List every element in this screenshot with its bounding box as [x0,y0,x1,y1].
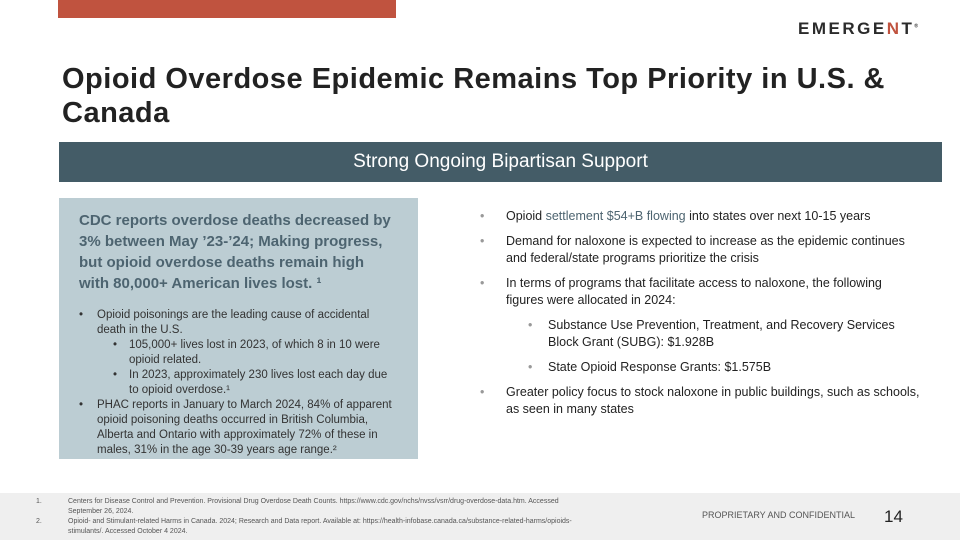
list-item: • In 2023, approximately 230 lives lost each day due to opioid overdose.¹ [79,368,398,398]
cdc-bullets [79,308,398,458]
support-bullets [480,208,920,426]
highlight-text: settlement $54+B flowing [545,209,686,223]
footnote-number: 1. [36,498,42,505]
confidential-label: PROPRIETARY AND CONFIDENTIAL [702,510,856,520]
list-item: • In terms of programs that facilitate access to naloxone, the following figures were allocated in 2024: [480,275,920,309]
text: Opioid [506,209,546,223]
accent-bar [58,0,396,18]
text: into states over next 10-15 years [685,209,871,223]
list-item: • State Opioid Response Grants: $1.575B [480,359,920,376]
footnote-text: Opioid- and Stimulant-related Harms in Canada. 2024; Research and Data report. Available at: https://health-infobase.canada.ca/substance-related-harms/opioids-stimulants/. Accessed October 4 2024. [68,518,572,535]
emergent-logo [798,19,921,39]
list-item: • Substance Use Prevention, Treatment, and Recovery Services Block Grant (SUBG): $1.928B [480,317,920,351]
page-number: 14 [884,507,903,526]
footnote-text: Centers for Disease Control and Prevention. Provisional Drug Overdose Death Counts. https://www.cdc.gov/nchs/nvss/vsrr/drug-overdose-data.htm. Accessed September 26, 2024. [68,498,559,515]
footnote-number: 2. [36,518,42,525]
cdc-heading: CDC reports overdose deaths decreased by 3% between May ’23-’24; Making progress, but opioid overdose deaths remain high with 80,000+ American lives lost. ¹ [79,212,391,292]
list-item: • Opioid poisonings are the leading cause of accidental death in the U.S. [79,308,398,338]
logo-text-t: T [901,19,915,38]
footer [0,493,960,540]
list-item [480,208,920,225]
logo-text-n: N [886,19,902,38]
list-item: • 105,000+ lives lost in 2023, of which 8 in 10 were opioid related. [79,338,398,368]
page-title: Opioid Overdose Epidemic Remains Top Priority in U.S. & Canada [62,63,886,129]
logo-tm: ® [914,23,921,30]
list-item: • PHAC reports in January to March 2024, 84% of apparent opioid poisoning deaths occurred in British Columbia, Alberta and Ontario with approximately 72% of these in males, 31% in the age 30-39 years age range.² [79,398,398,458]
cdc-summary-box [59,198,418,459]
list-item: • Demand for naloxone is expected to increase as the epidemic continues and federal/state programs prioritize the crisis [480,233,920,267]
section-banner: Strong Ongoing Bipartisan Support [59,142,942,182]
logo-text: EMERGE [798,19,887,38]
list-item: • Greater policy focus to stock naloxone in public buildings, such as schools, as seen in many states [480,384,920,418]
